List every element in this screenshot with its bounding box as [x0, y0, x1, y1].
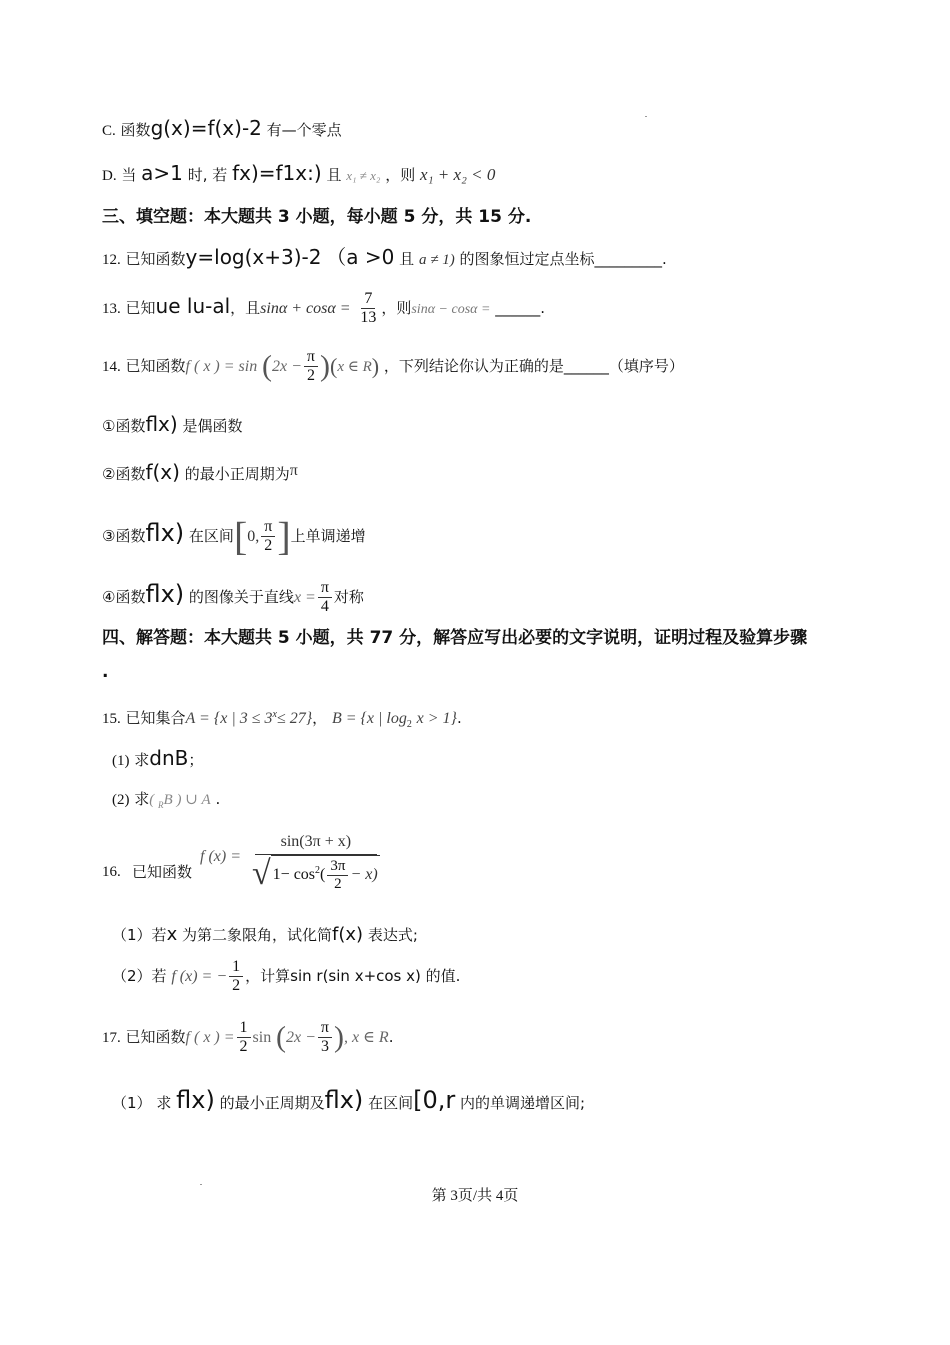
fraction-pi-4: $\frac{\pi}{4}$ — [318, 579, 332, 616]
q14-item-3: ③函数flx) 在区间[0, $\frac{\pi}{2}$ ]上单调递增 — [102, 513, 366, 559]
q16-fraction: sin(3π + x) √ $1- \cos^2$( $\frac{3\pi}{2}$ − x) — [252, 830, 380, 893]
q14-item-2: ②函数f(x) 的最小正周期为π — [102, 460, 298, 484]
question-12: 12. 已知函数y=log(x+3)-2 （a >0 且 a ≠ 1) 的图象恒过定点坐标_________. — [102, 245, 667, 269]
q14-item-1: ①函数flx) 是偶函数 — [102, 412, 243, 436]
q14-item-4: ④函数flx) 的图像关于直线x = $\frac{\pi}{4}$ 对称 — [102, 579, 364, 615]
question-13: 13. 已知ue lu-al，且sinα + cosα = $\frac{7}{13}$ ，则sinα − cosα = ______. — [102, 290, 546, 326]
section-4-heading-dot: . — [102, 662, 109, 682]
scan-mark — [645, 116, 647, 117]
section-4-heading: 四、解答题：本大题共 5 小题，共 77 分，解答应写出必要的文字说明，证明过程及验算步骤 — [102, 628, 808, 648]
fraction-pi-3: $\frac{\pi}{3}$ — [318, 1019, 332, 1056]
option-d: D. 当 a>1 时, 若 fx)=f1x:) 且 x₁ ≠ x₂ ，则 x₁ + x₂ < 0 — [102, 161, 496, 185]
question-17: 17. 已知函数f ( x ) = $\frac{1}{2}$ sin (2x − $\frac{\pi}{3}$ ), x ∈ R. — [102, 1019, 394, 1055]
page-footer: 第 3页/共 4页 — [431, 1188, 519, 1204]
scan-mark — [200, 1184, 202, 1185]
q17-part-1: （1） 求 flx) 的最小正周期及flx) 在区间[0,r 内的单调递增区间; — [112, 1086, 586, 1114]
document-page: C. 函数g(x)=f(x)-2 有—个零点 D. 当 a>1 时, 若 fx)=f1x:) 且 x₁ ≠ x₂ ，则 x₁ + x₂ < 0 三、填空题：本大题共 3 小题，每小题 5 分，共 15 分. 12. 已知函数y=log(x+3)-2 （a >0 且 a ≠ 1) 的图象恒过定点坐标_________. 13. 已知ue lu-al，且sinα + cosα = $\frac{7}{13}$ ，则sinα − cosα = ______. 14. 已知函数f ( x ) = sin (2x − $\frac{\pi}{2}$ )(x ∈ R) ，下列结论你认为正确的是______（填序号） ①函数flx) 是偶函数 ②函数f(x) 的最小正周期为π ③函数flx) 在区间[0, $\frac{\pi}{2}$ ]上单调递增 ④函数flx) 的图像关于直线x = $\frac{\pi}{4}$ 对称 四、解答题：本大题共 5 小题，共 77 分，解答应写出必要的文字说明，证明过程及验算步骤 . 15. 已知集合A = {x | $3 \le 3^x\le 27$}， B = {x | $\log_2 x > 1$}. (1) 求dnB； (2) 求( $_R$B ) ∪ A . 16. 已知函数 f (x) = sin(3π + x) √ $1- \cos^2$( $\frac{3\pi}{2}$ − x) （1）若x 为第二象限角，试化简f(x) 表达式; （2）若 f (x) = − $\frac{1}{2}$ ，计算sin r(sin x+cos x) 的值. 17. 已知函数f ( x ) = $\frac{1}{2}$ sin (2x − $\frac{\pi}{3}$ ), x ∈ R. （1） 求 flx) 的最小正周期及flx) 在区间[0,r 内的单调递增区间; 第 3页/共 4页 — [0, 0, 950, 1345]
section-3-heading: 三、填空题：本大题共 3 小题，每小题 5 分，共 15 分. — [102, 207, 532, 227]
sqrt-expression: √ $1- \cos^2$( $\frac{3\pi}{2}$ − x) — [252, 855, 378, 892]
fraction-1-2-q17: $\frac{1}{2}$ — [237, 1019, 251, 1056]
q16-part-1: （1）若x 为第二象限角，试化简f(x) 表达式; — [112, 924, 418, 945]
q15-part-1: (1) 求dnB； — [112, 746, 204, 770]
fraction-pi-2: $\frac{\pi}{2}$ — [304, 348, 318, 385]
question-15: 15. 已知集合A = {x | $3 \le 3^x\le 27$}， B = {x | $\log_2 x > 1$}. — [102, 709, 462, 730]
fraction-pi-2-interval: $\frac{\pi}{2}$ — [261, 518, 275, 555]
fraction-7-13: $\frac{7}{13}$ — [360, 290, 377, 326]
question-14: 14. 已知函数f ( x ) = sin (2x − $\frac{\pi}{2}$ )(x ∈ R) ，下列结论你认为正确的是______（填序号） — [102, 348, 684, 384]
q15-part-2: (2) 求( $_R$B ) ∪ A . — [112, 790, 221, 810]
q16-part-2: （2）若 f (x) = − $\frac{1}{2}$ ，计算sin r(sin x+cos x) 的值. — [112, 958, 461, 994]
option-c: C. 函数g(x)=f(x)-2 有—个零点 — [102, 116, 342, 140]
fraction-1-2: $\frac{1}{2}$ — [229, 958, 243, 995]
